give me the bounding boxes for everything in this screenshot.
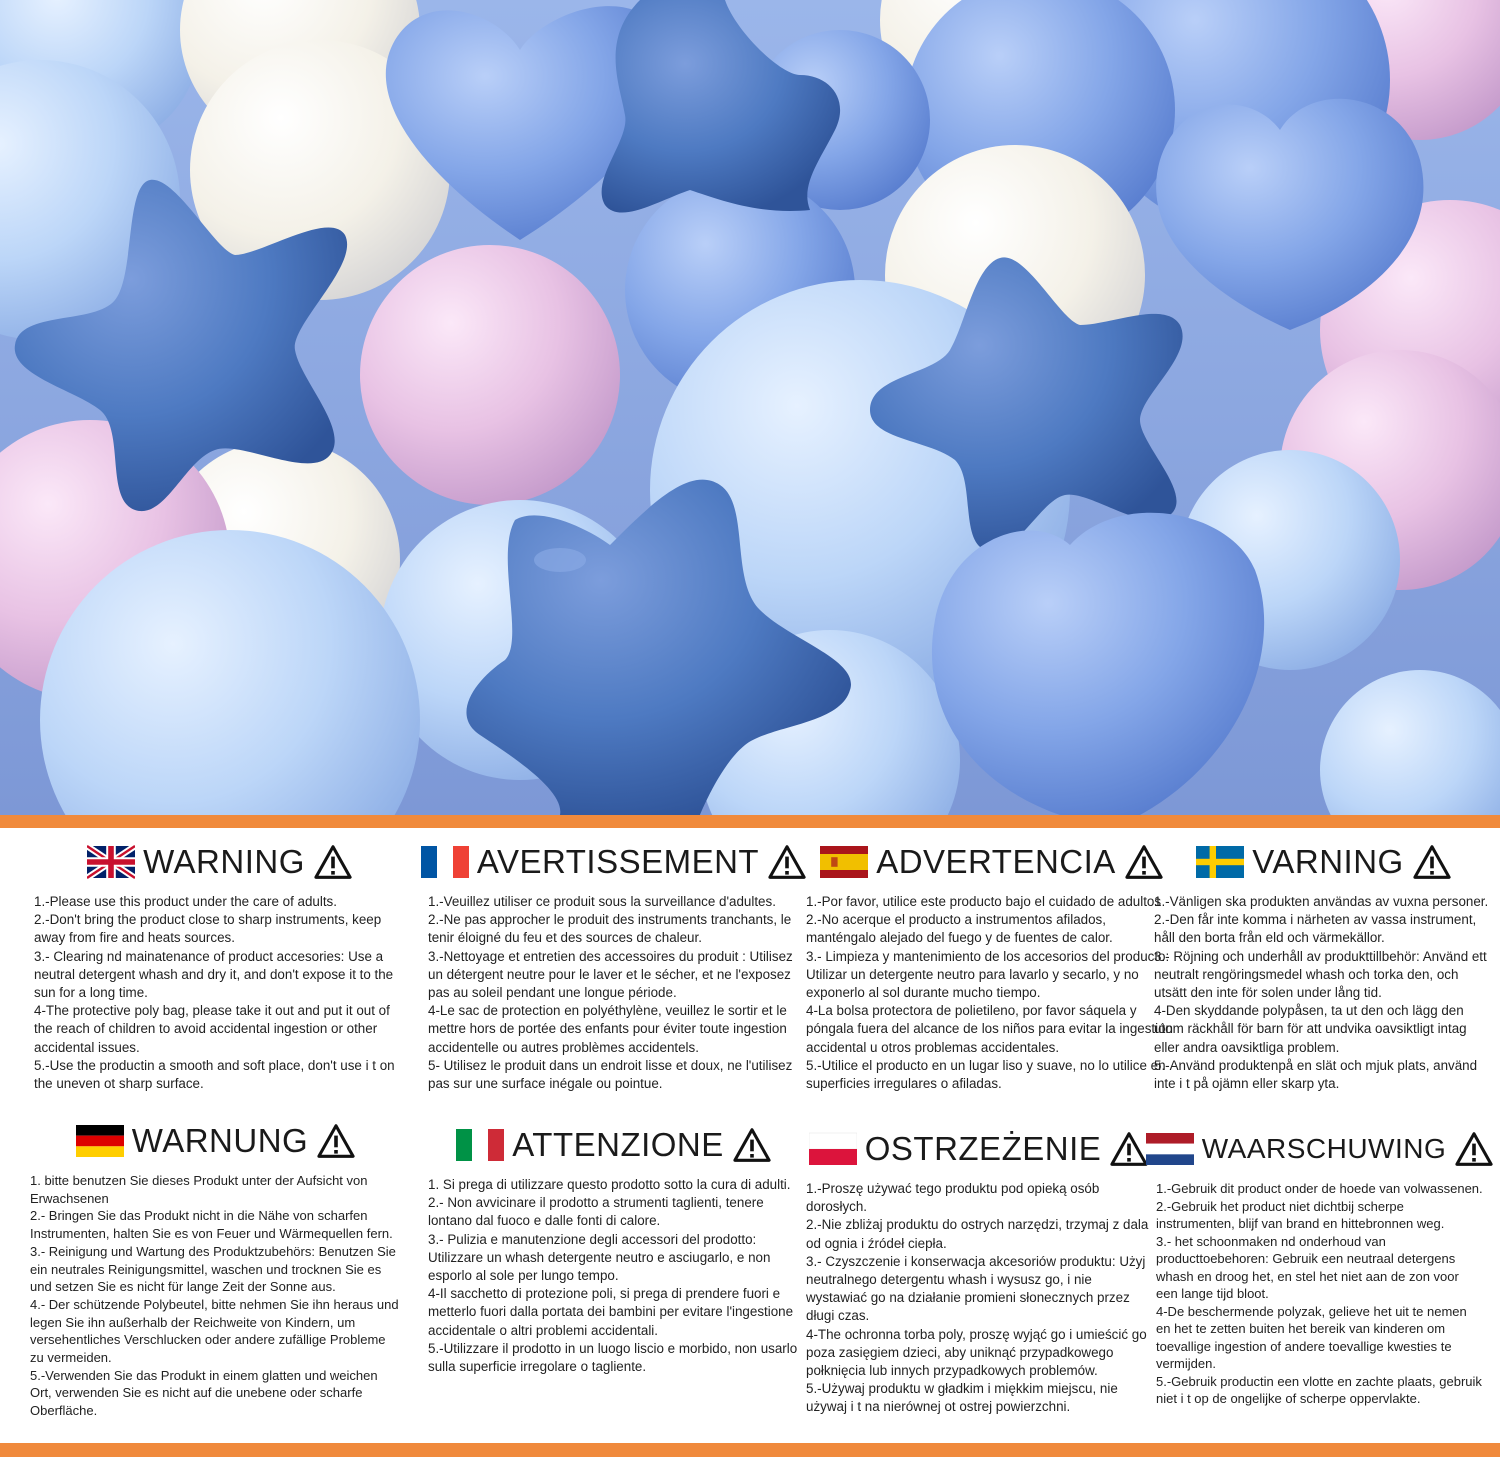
warning-line: 2.-Den får inte komma i närheten av vassa instrument, håll den borta från eld och värmekällor. — [1154, 912, 1477, 946]
panel-text — [30, 1172, 402, 1420]
warning-line: 2.-No acerque el producto a instrumentos afilados, manténgalo alejado del fuego y de fuentes de calor. — [806, 912, 1113, 946]
warning-panel-nl — [1156, 1126, 1484, 1408]
warning-line: 3.- Czyszczenie i konserwacja akcesoriów produktu: Użyj neutralnego detergentu whash i wysusz go, i nie wystawiać go na działanie promieni słonecznych przez długi czas. — [806, 1253, 1146, 1324]
warning-triangle-icon — [313, 844, 353, 880]
warning-panel-fr — [428, 839, 800, 1093]
warning-line: 2.-Ne pas approcher le produit des instruments tranchants, le tenir éloigné du feu et des sources de chaleur. — [428, 912, 792, 946]
warning-triangle-icon — [1412, 844, 1452, 880]
panel-heading — [428, 839, 800, 885]
panel-title: WAARSCHUWING — [1201, 1133, 1447, 1164]
panel-text — [1154, 893, 1494, 1093]
spain-flag-icon — [820, 845, 868, 879]
warning-line: 3.- Clearing nd mainatenance of product accesories: Use a neutral detergent whash and dry it, and don't expose it to the sun for a long time. — [34, 948, 394, 1001]
panel-text — [428, 1176, 800, 1376]
panel-title: WARNING — [143, 843, 305, 880]
panel-heading — [30, 1118, 402, 1164]
panel-heading — [806, 839, 1178, 885]
panel-title: WARNUNG — [131, 1122, 309, 1159]
warning-triangle-icon — [732, 1127, 772, 1163]
panel-text — [1156, 1180, 1484, 1408]
netherlands-flag-icon — [1146, 1132, 1194, 1166]
italy-flag-icon — [456, 1128, 504, 1162]
warning-panel-de — [30, 1118, 402, 1420]
warning-line: 5.-Utilizzare il prodotto in un luogo liscio e morbido, non usarlo sulla superficie irregolare o tagliente. — [428, 1340, 798, 1375]
warning-line: 3.- Limpieza y mantenimiento de los accesorios del producto: Utilizar un detergente neutro para lavarlo y secarlo, y no exponerlo al sol durante mucho tiempo. — [806, 948, 1170, 1001]
warning-line: 2.- Bringen Sie das Produkt nicht in die Nähe von scharfen Instrumenten, halten Sie es von Feuer und Wärmequellen fern. — [30, 1208, 393, 1242]
panel-text — [806, 893, 1178, 1093]
warning-line: 3.- Röjning och underhåll av produkttillbehör: Använd ett neutralt rengöringsmedel whash och torka den, och utsätt den inte för solen under lång tid. — [1154, 948, 1487, 1001]
bottom-orange-divider — [0, 1443, 1500, 1457]
warning-line: 5.-Verwenden Sie das Produkt in einem glatten und weichen Ort, verwenden Sie es nicht auf die unebene oder scharfe Oberfläche. — [30, 1367, 378, 1419]
warning-panel-it — [428, 1122, 800, 1376]
warning-line: 4-Le sac de protection en polyéthylène, veuillez le sortir et le mettre hors de portée des enfants pour éviter toute ingestion accidentelle ou autres problèmes accidentels. — [428, 1003, 787, 1055]
warning-panel-en — [34, 839, 406, 1093]
warning-triangle-icon — [1109, 1131, 1149, 1167]
warning-line: 2.-Nie zbliżaj produktu do ostrych narzędzi, trzymaj z dala od ognia i źródeł ciepła. — [806, 1217, 1149, 1251]
warning-line: 1.-Vänligen ska produkten användas av vuxna personer. — [1154, 894, 1489, 909]
top-orange-divider — [0, 815, 1500, 828]
warning-line: 4-Il sacchetto di protezione poli, si prega di prendere fuori e metterlo fuori dalla portata dei bambini per evitare l'ingestione accidentale o altri problemi accidentali. — [428, 1286, 794, 1338]
warning-line: 4-De beschermende polyzak, gelieve het uit te nemen en het te zetten buiten het bereik van kinderen om toevallige ingestion of andere toevallige kwesties te vermijden. — [1156, 1303, 1467, 1371]
warning-line: 5.-Use the productin a smooth and soft place, don't use i t on the uneven ot sharp surface. — [34, 1057, 395, 1092]
warning-line: 5.-Använd produktenpå en slät och mjuk plats, använd inte i t på ojämn eller skarp yta. — [1154, 1057, 1478, 1092]
panel-heading — [806, 1126, 1152, 1172]
warning-line: 4-La bolsa protectora de polietileno, por favor sáquela y póngala fuera del alcance de los niños para evitar la ingestión accidental u otros problemas accidentales. — [806, 1003, 1174, 1055]
warning-line: 5.-Utilice el producto en un lugar liso y suave, no lo utilice en superficies irregulares o afiladas. — [806, 1057, 1166, 1092]
warning-line: 2.-Gebruik het product niet dichtbij scherpe instrumenten, blijf van brand en hittebronnen weg. — [1156, 1198, 1445, 1231]
panel-heading — [34, 839, 406, 885]
warning-panel-es — [806, 839, 1178, 1093]
warning-line: 2.-Don't bring the product close to sharp instruments, keep away from fire and heats sources. — [34, 912, 382, 946]
panel-heading — [1154, 839, 1494, 885]
warning-line: 1. Si prega di utilizzare questo prodotto sotto la cura di adulti. — [428, 1177, 791, 1192]
warning-panel-sv — [1154, 839, 1494, 1093]
warning-line: 1.-Por favor, utilice este producto bajo el cuidado de adultos — [806, 894, 1162, 909]
warning-line: 3.- Pulizia e manutenzione degli accessori del prodotto: Utilizzare un whash detergente neutro e asciugarlo, e non esporlo al sole per lungo tempo. — [428, 1231, 771, 1284]
warning-line: 4-Den skyddande polypåsen, ta ut den och lägg den utom räckhåll för barn för att undvika oavsiktligt intag eller andra oavsiktliga problem. — [1154, 1003, 1467, 1055]
warning-line: 1.-Veuillez utiliser ce produit sous la surveillance d'adultes. — [428, 894, 776, 909]
panel-title: ATTENZIONE — [512, 1126, 724, 1163]
warning-line: 1.-Please use this product under the care of adults. — [34, 894, 337, 909]
warning-line: 2.- Non avvicinare il prodotto a strumenti taglienti, tenere lontano dal fuoco e dalle fonti di calore. — [428, 1195, 764, 1229]
poland-flag-icon — [809, 1132, 857, 1166]
warning-line: 4-The ochronna torba poly, proszę wyjąć go i umieścić go poza zasięgiem dzieci, aby uniknąć przypadkowego połknięcia lub innych przypadkowych problemów. — [806, 1326, 1147, 1379]
france-flag-icon — [421, 845, 469, 879]
warning-line: 4-The protective poly bag, please take it out and put it out of the reach of children to avoid accidental ingestion or other accidental issues. — [34, 1003, 390, 1055]
warning-line: 5.-Gebruik productin een vlotte en zachte plaats, gebruik niet i t op de ongelijke of scherpe oppervlakte. — [1156, 1373, 1482, 1406]
warning-line: 5.-Używaj produktu w gładkim i miękkim miejscu, nie używaj i t na nierównej ot ostrej powierzchni. — [806, 1381, 1118, 1415]
warning-triangle-icon — [1454, 1131, 1494, 1167]
panel-text — [34, 893, 406, 1093]
warning-triangle-icon — [316, 1123, 356, 1159]
panel-heading — [1156, 1126, 1484, 1172]
warning-panel-pl — [806, 1126, 1152, 1417]
panel-heading — [428, 1122, 800, 1168]
uk-flag-icon — [87, 845, 135, 879]
warning-line: 5- Utilisez le produit dans un endroit lisse et doux, ne l'utilisez pas sur une surface inégale ou pointue. — [428, 1057, 793, 1092]
panel-title: AVERTISSEMENT — [476, 843, 760, 880]
panel-text — [806, 1180, 1152, 1417]
warning-line: 4.- Der schützende Polybeutel, bitte nehmen Sie ihn heraus und legen Sie ihn außerhalb der Reichweite von Kindern, um versehentliches Verschlucken oder andere zufällige Probleme zu vermeiden. — [30, 1296, 399, 1366]
panel-title: OSTRZEŻENIE — [864, 1130, 1102, 1167]
warning-line: 3.-Nettoyage et entretien des accessoires du produit : Utilisez un détergent neutre pour le laver et le sécher, et ne l'exposez pas au soleil pendant une longue période. — [428, 948, 793, 1001]
warning-triangle-icon — [767, 844, 807, 880]
germany-flag-icon — [76, 1124, 124, 1158]
panel-text — [428, 893, 800, 1093]
warning-line: 3.- Reinigung und Wartung des Produktzubehörs: Benutzen Sie ein neutrales Reinigungsmittel, waschen und trocknen Sie es und setzen Sie es nicht für lange Zeit der Sonne aus. — [30, 1243, 396, 1295]
sweden-flag-icon — [1196, 845, 1244, 879]
warning-line: 1. bitte benutzen Sie dieses Produkt unter der Aufsicht von Erwachsenen — [30, 1173, 368, 1206]
warning-line: 1.-Proszę używać tego produktu pod opieką osób dorosłych. — [806, 1181, 1100, 1215]
panel-title: ADVERTENCIA — [876, 843, 1116, 880]
panel-title: VARNING — [1252, 843, 1404, 880]
warning-line: 3.- het schoonmaken nd onderhoud van producttoebehoren: Gebruik een neutraal detergens whash en droog het, en stel het niet aan de zon voor een lange tijd bloot. — [1156, 1233, 1459, 1301]
warning-line: 1.-Gebruik dit product onder de hoede van volwassenen. — [1156, 1181, 1483, 1196]
